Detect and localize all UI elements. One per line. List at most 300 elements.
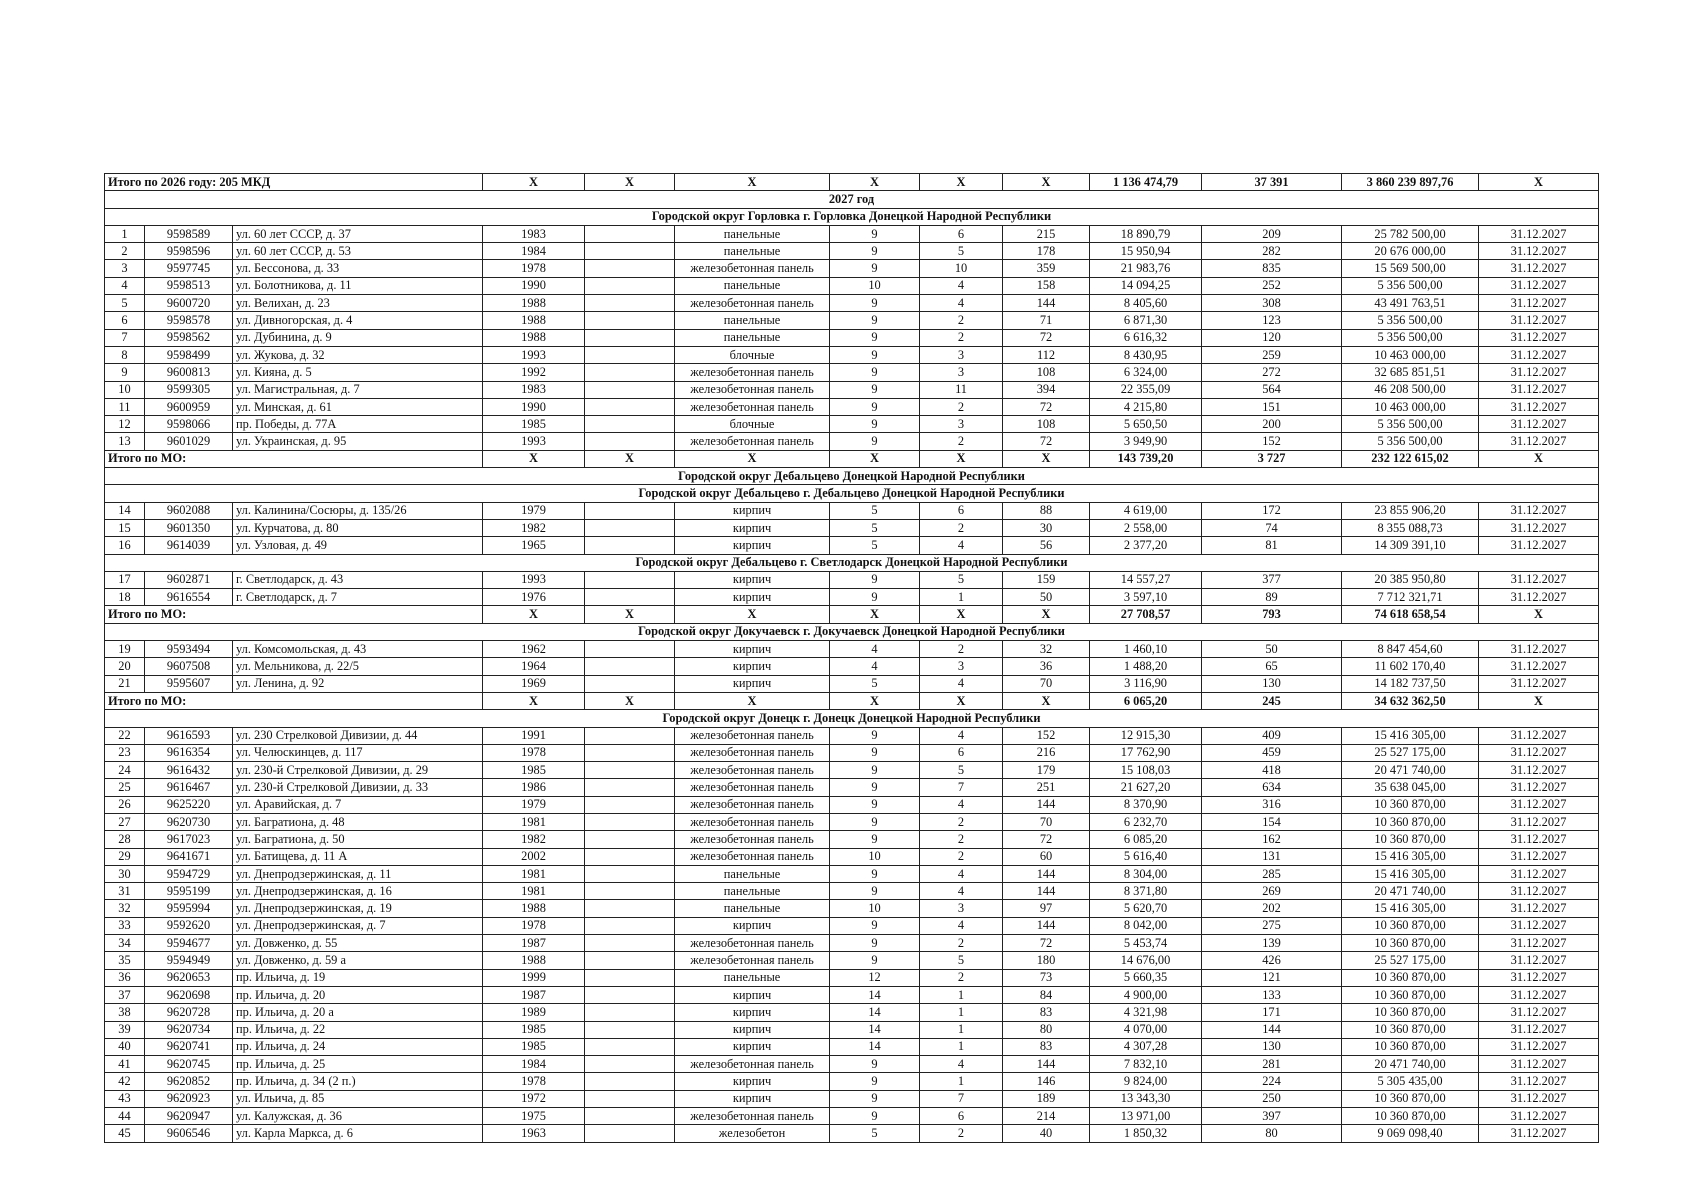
repair-cost-cell: 10 360 870,00 (1342, 935, 1479, 952)
apartments-cell: 56 (1003, 537, 1090, 554)
residents-cell: 81 (1202, 537, 1342, 554)
entrances-cell: 1 (920, 1004, 1003, 1021)
commission-year-cell (585, 744, 675, 761)
building-id-cell: 9594729 (145, 865, 233, 882)
address-cell: ул. Днепродзержинская, д. 16 (233, 883, 483, 900)
area-cell: 13 343,30 (1090, 1090, 1202, 1107)
build-year-cell: 1993 (483, 433, 585, 450)
total-cell: 74 618 658,54 (1342, 606, 1479, 623)
deadline-cell: 31.12.2027 (1479, 364, 1599, 381)
wall-material-cell: кирпич (675, 675, 830, 692)
residents-cell: 426 (1202, 952, 1342, 969)
area-cell: 8 370,90 (1090, 796, 1202, 813)
commission-year-cell (585, 986, 675, 1003)
table-row (105, 641, 1599, 658)
building-id-cell: 9594949 (145, 952, 233, 969)
building-id-cell: 9598499 (145, 346, 233, 363)
building-id-cell: 9641671 (145, 848, 233, 865)
address-cell: ул. Ильича, д. 85 (233, 1090, 483, 1107)
table-row (105, 1125, 1599, 1142)
table-row (105, 312, 1599, 329)
apartments-cell: 216 (1003, 744, 1090, 761)
floors-cell: 9 (830, 416, 920, 433)
deadline-cell: 31.12.2027 (1479, 883, 1599, 900)
building-id-cell: 9600720 (145, 295, 233, 312)
repair-cost-cell: 25 782 500,00 (1342, 225, 1479, 242)
area-cell: 1 850,32 (1090, 1125, 1202, 1142)
floors-cell: 14 (830, 986, 920, 1003)
address-cell: ул. Днепродзержинская, д. 11 (233, 865, 483, 882)
deadline-cell: 31.12.2027 (1479, 571, 1599, 588)
floors-cell: 4 (830, 658, 920, 675)
residents-cell: 65 (1202, 658, 1342, 675)
area-cell: 18 890,79 (1090, 225, 1202, 242)
table-row (105, 796, 1599, 813)
row-number-cell: 25 (105, 779, 145, 796)
apartments-cell: 144 (1003, 796, 1090, 813)
floors-cell: 5 (830, 502, 920, 519)
commission-year-cell (585, 260, 675, 277)
entrances-cell: 2 (920, 519, 1003, 536)
floors-cell: 9 (830, 883, 920, 900)
address-cell: ул. Калужская, д. 36 (233, 1108, 483, 1125)
row-number-cell: 33 (105, 917, 145, 934)
build-year-cell: 1988 (483, 295, 585, 312)
municipality-title: Городской округ Докучаевск г. Докучаевск Донецкой Народной Республики (105, 623, 1599, 640)
address-cell: ул. Батищева, д. 11 А (233, 848, 483, 865)
building-id-cell: 9616354 (145, 744, 233, 761)
table-row (105, 398, 1599, 415)
address-cell: пр. Ильича, д. 25 (233, 1056, 483, 1073)
repair-cost-cell: 14 182 737,50 (1342, 675, 1479, 692)
building-id-cell: 9598578 (145, 312, 233, 329)
row-number-cell: 21 (105, 675, 145, 692)
build-year-cell: 1993 (483, 571, 585, 588)
residents-cell: 224 (1202, 1073, 1342, 1090)
commission-year-cell (585, 1108, 675, 1125)
residents-cell: 171 (1202, 1004, 1342, 1021)
commission-year-cell (585, 589, 675, 606)
address-cell: ул. 60 лет СССР, д. 53 (233, 243, 483, 260)
build-year-cell: 1962 (483, 641, 585, 658)
build-year-cell: 1981 (483, 865, 585, 882)
row-number-cell: 2 (105, 243, 145, 260)
building-id-cell: 9597745 (145, 260, 233, 277)
repair-cost-cell: 10 360 870,00 (1342, 796, 1479, 813)
area-cell: 8 405,60 (1090, 295, 1202, 312)
building-id-cell: 9595607 (145, 675, 233, 692)
floors-cell: 9 (830, 398, 920, 415)
commission-year-cell (585, 1125, 675, 1142)
total-label: Итого по МО: (105, 450, 483, 467)
residents-cell: 50 (1202, 641, 1342, 658)
wall-material-cell: железобетонная панель (675, 433, 830, 450)
commission-year-cell (585, 243, 675, 260)
build-year-cell: 1975 (483, 1108, 585, 1125)
total-cell: 232 122 615,02 (1342, 450, 1479, 467)
building-id-cell: 9595199 (145, 883, 233, 900)
apartments-cell: 144 (1003, 295, 1090, 312)
entrances-cell: 5 (920, 952, 1003, 969)
residents-cell: 80 (1202, 1125, 1342, 1142)
commission-year-cell (585, 1038, 675, 1055)
floors-cell: 9 (830, 1073, 920, 1090)
floors-cell: 9 (830, 295, 920, 312)
commission-year-cell (585, 1004, 675, 1021)
commission-year-cell (585, 502, 675, 519)
build-year-cell: 1990 (483, 398, 585, 415)
entrances-cell: 1 (920, 986, 1003, 1003)
floors-cell: 9 (830, 762, 920, 779)
wall-material-cell: кирпич (675, 571, 830, 588)
residents-cell: 131 (1202, 848, 1342, 865)
address-cell: пр. Ильича, д. 22 (233, 1021, 483, 1038)
deadline-cell: 31.12.2027 (1479, 260, 1599, 277)
build-year-cell: 1978 (483, 917, 585, 934)
floors-cell: 9 (830, 329, 920, 346)
total-cell: X (675, 606, 830, 623)
repair-cost-cell: 5 356 500,00 (1342, 433, 1479, 450)
repair-cost-cell: 15 416 305,00 (1342, 865, 1479, 882)
entrances-cell: 2 (920, 398, 1003, 415)
repair-cost-cell: 5 356 500,00 (1342, 329, 1479, 346)
residents-cell: 139 (1202, 935, 1342, 952)
repair-cost-cell: 20 471 740,00 (1342, 883, 1479, 900)
repair-cost-cell: 15 416 305,00 (1342, 727, 1479, 744)
floors-cell: 9 (830, 796, 920, 813)
apartments-cell: 72 (1003, 935, 1090, 952)
commission-year-cell (585, 519, 675, 536)
repair-cost-cell: 10 360 870,00 (1342, 1090, 1479, 1107)
row-number-cell: 8 (105, 346, 145, 363)
residents-cell: 259 (1202, 346, 1342, 363)
wall-material-cell: кирпич (675, 519, 830, 536)
commission-year-cell (585, 727, 675, 744)
entrances-cell: 1 (920, 589, 1003, 606)
deadline-cell: 31.12.2027 (1479, 398, 1599, 415)
apartments-cell: 215 (1003, 225, 1090, 242)
build-year-cell: 1985 (483, 1038, 585, 1055)
entrances-cell: 6 (920, 1108, 1003, 1125)
commission-year-cell (585, 848, 675, 865)
commission-year-cell (585, 813, 675, 830)
row-number-cell: 20 (105, 658, 145, 675)
wall-material-cell: панельные (675, 969, 830, 986)
deadline-cell: 31.12.2027 (1479, 658, 1599, 675)
floors-cell: 5 (830, 537, 920, 554)
table-row (105, 762, 1599, 779)
area-cell: 4 307,28 (1090, 1038, 1202, 1055)
apartments-cell: 71 (1003, 312, 1090, 329)
apartments-cell: 144 (1003, 865, 1090, 882)
wall-material-cell: кирпич (675, 1038, 830, 1055)
wall-material-cell: кирпич (675, 1073, 830, 1090)
build-year-cell: 1986 (483, 779, 585, 796)
area-cell: 14 557,27 (1090, 571, 1202, 588)
repair-cost-cell: 10 360 870,00 (1342, 831, 1479, 848)
building-id-cell: 9617023 (145, 831, 233, 848)
building-id-cell: 9606546 (145, 1125, 233, 1142)
row-number-cell: 16 (105, 537, 145, 554)
total-cell: X (1003, 692, 1090, 709)
entrances-cell: 4 (920, 727, 1003, 744)
total-cell: X (1003, 174, 1090, 191)
apartments-cell: 70 (1003, 813, 1090, 830)
deadline-cell: 31.12.2027 (1479, 346, 1599, 363)
build-year-cell: 1969 (483, 675, 585, 692)
area-cell: 13 971,00 (1090, 1108, 1202, 1125)
apartments-cell: 72 (1003, 398, 1090, 415)
table-row (105, 519, 1599, 536)
total-cell: X (675, 692, 830, 709)
address-cell: пр. Ильича, д. 20 а (233, 1004, 483, 1021)
deadline-cell: 31.12.2027 (1479, 744, 1599, 761)
total-cell: X (483, 174, 585, 191)
row-number-cell: 45 (105, 1125, 145, 1142)
row-number-cell: 9 (105, 364, 145, 381)
apartments-cell: 72 (1003, 329, 1090, 346)
row-number-cell: 37 (105, 986, 145, 1003)
area-cell: 8 304,00 (1090, 865, 1202, 882)
total-cell: X (920, 692, 1003, 709)
area-cell: 12 915,30 (1090, 727, 1202, 744)
row-number-cell: 23 (105, 744, 145, 761)
area-cell: 21 627,20 (1090, 779, 1202, 796)
floors-cell: 9 (830, 917, 920, 934)
year-2026-total-row (105, 174, 1599, 191)
total-date: X (1479, 174, 1599, 191)
address-cell: ул. Челюскинцев, д. 117 (233, 744, 483, 761)
repair-cost-cell: 25 527 175,00 (1342, 952, 1479, 969)
wall-material-cell: железобетонная панель (675, 952, 830, 969)
floors-cell: 5 (830, 519, 920, 536)
total-cell: X (830, 606, 920, 623)
table-row (105, 537, 1599, 554)
total-cell: X (483, 606, 585, 623)
entrances-cell: 3 (920, 658, 1003, 675)
wall-material-cell: железобетонная панель (675, 744, 830, 761)
commission-year-cell (585, 883, 675, 900)
commission-year-cell (585, 295, 675, 312)
repair-cost-cell: 20 471 740,00 (1342, 762, 1479, 779)
building-id-cell: 9620745 (145, 1056, 233, 1073)
total-cell: X (830, 450, 920, 467)
commission-year-cell (585, 917, 675, 934)
deadline-cell: 31.12.2027 (1479, 917, 1599, 934)
building-id-cell: 9607508 (145, 658, 233, 675)
build-year-cell: 1976 (483, 589, 585, 606)
wall-material-cell: железобетонная панель (675, 779, 830, 796)
deadline-cell: 31.12.2027 (1479, 416, 1599, 433)
row-number-cell: 39 (105, 1021, 145, 1038)
area-cell: 8 042,00 (1090, 917, 1202, 934)
build-year-cell: 1982 (483, 831, 585, 848)
total-cell: X (920, 606, 1003, 623)
table-row (105, 658, 1599, 675)
repair-cost-cell: 10 360 870,00 (1342, 917, 1479, 934)
deadline-cell: 31.12.2027 (1479, 935, 1599, 952)
address-cell: ул. 230-й Стрелковой Дивизии, д. 33 (233, 779, 483, 796)
residents-cell: 269 (1202, 883, 1342, 900)
repair-cost-cell: 10 360 870,00 (1342, 813, 1479, 830)
entrances-cell: 1 (920, 1038, 1003, 1055)
building-id-cell: 9592620 (145, 917, 233, 934)
build-year-cell: 1984 (483, 243, 585, 260)
address-cell: ул. 60 лет СССР, д. 37 (233, 225, 483, 242)
repair-cost-cell: 5 305 435,00 (1342, 1073, 1479, 1090)
floors-cell: 9 (830, 952, 920, 969)
entrances-cell: 4 (920, 917, 1003, 934)
row-number-cell: 44 (105, 1108, 145, 1125)
wall-material-cell: панельные (675, 312, 830, 329)
entrances-cell: 2 (920, 641, 1003, 658)
table-row (105, 277, 1599, 294)
total-cell: 143 739,20 (1090, 450, 1202, 467)
address-cell: ул. Дивногорская, д. 4 (233, 312, 483, 329)
address-cell: ул. 230 Стрелковой Дивизии, д. 44 (233, 727, 483, 744)
total-cell: X (920, 174, 1003, 191)
floors-cell: 12 (830, 969, 920, 986)
apartments-cell: 80 (1003, 1021, 1090, 1038)
table-row (105, 969, 1599, 986)
entrances-cell: 4 (920, 675, 1003, 692)
repair-cost-cell: 20 676 000,00 (1342, 243, 1479, 260)
area-cell: 14 094,25 (1090, 277, 1202, 294)
row-number-cell: 17 (105, 571, 145, 588)
municipality-title: Городской округ Дебальцево Донецкой Народной Республики (105, 468, 1599, 485)
build-year-cell: 1990 (483, 277, 585, 294)
floors-cell: 10 (830, 277, 920, 294)
apartments-cell: 40 (1003, 1125, 1090, 1142)
building-id-cell: 9620923 (145, 1090, 233, 1107)
row-number-cell: 35 (105, 952, 145, 969)
floors-cell: 9 (830, 243, 920, 260)
row-number-cell: 12 (105, 416, 145, 433)
table-row (105, 1056, 1599, 1073)
commission-year-cell (585, 364, 675, 381)
deadline-cell: 31.12.2027 (1479, 986, 1599, 1003)
commission-year-cell (585, 641, 675, 658)
entrances-cell: 10 (920, 260, 1003, 277)
address-cell: пр. Ильича, д. 34 (2 п.) (233, 1073, 483, 1090)
deadline-cell: 31.12.2027 (1479, 1021, 1599, 1038)
building-id-cell: 9620698 (145, 986, 233, 1003)
municipality-header-row (105, 468, 1599, 485)
wall-material-cell: железобетонная панель (675, 796, 830, 813)
total-residents: 37 391 (1202, 174, 1342, 191)
area-cell: 6 085,20 (1090, 831, 1202, 848)
build-year-cell: 1981 (483, 883, 585, 900)
entrances-cell: 3 (920, 416, 1003, 433)
deadline-cell: 31.12.2027 (1479, 641, 1599, 658)
residents-cell: 133 (1202, 986, 1342, 1003)
total-cell: X (585, 450, 675, 467)
entrances-cell: 4 (920, 537, 1003, 554)
table-row (105, 1108, 1599, 1125)
row-number-cell: 19 (105, 641, 145, 658)
building-id-cell: 9625220 (145, 796, 233, 813)
floors-cell: 9 (830, 571, 920, 588)
table-row (105, 831, 1599, 848)
residents-cell: 154 (1202, 813, 1342, 830)
entrances-cell: 2 (920, 969, 1003, 986)
wall-material-cell: железобетонная панель (675, 398, 830, 415)
table-row (105, 416, 1599, 433)
total-cell: X (675, 174, 830, 191)
deadline-cell: 31.12.2027 (1479, 865, 1599, 882)
commission-year-cell (585, 312, 675, 329)
entrances-cell: 6 (920, 225, 1003, 242)
commission-year-cell (585, 277, 675, 294)
municipality-title: Городской округ Дебальцево г. Дебальцево Донецкой Народной Республики (105, 485, 1599, 502)
address-cell: ул. Багратиона, д. 50 (233, 831, 483, 848)
row-number-cell: 5 (105, 295, 145, 312)
row-number-cell: 4 (105, 277, 145, 294)
area-cell: 5 620,70 (1090, 900, 1202, 917)
deadline-cell: 31.12.2027 (1479, 381, 1599, 398)
commission-year-cell (585, 900, 675, 917)
commission-year-cell (585, 675, 675, 692)
floors-cell: 4 (830, 641, 920, 658)
row-number-cell: 24 (105, 762, 145, 779)
wall-material-cell: панельные (675, 243, 830, 260)
area-cell: 2 558,00 (1090, 519, 1202, 536)
area-cell: 4 215,80 (1090, 398, 1202, 415)
area-cell: 1 488,20 (1090, 658, 1202, 675)
area-cell: 5 650,50 (1090, 416, 1202, 433)
residents-cell: 281 (1202, 1056, 1342, 1073)
building-id-cell: 9598066 (145, 416, 233, 433)
table-row (105, 917, 1599, 934)
apartments-cell: 179 (1003, 762, 1090, 779)
area-cell: 3 597,10 (1090, 589, 1202, 606)
wall-material-cell: железобетонная панель (675, 1056, 830, 1073)
table-row (105, 225, 1599, 242)
deadline-cell: 31.12.2027 (1479, 848, 1599, 865)
residents-cell: 459 (1202, 744, 1342, 761)
residents-cell: 634 (1202, 779, 1342, 796)
building-id-cell: 9620728 (145, 1004, 233, 1021)
address-cell: ул. Ленина, д. 92 (233, 675, 483, 692)
repair-cost-cell: 10 360 870,00 (1342, 1004, 1479, 1021)
address-cell: ул. Комсомольская, д. 43 (233, 641, 483, 658)
build-year-cell: 1963 (483, 1125, 585, 1142)
apartments-cell: 97 (1003, 900, 1090, 917)
row-number-cell: 42 (105, 1073, 145, 1090)
total-cell: X (585, 174, 675, 191)
build-year-cell: 2002 (483, 848, 585, 865)
build-year-cell: 1983 (483, 225, 585, 242)
area-cell: 4 900,00 (1090, 986, 1202, 1003)
apartments-cell: 144 (1003, 1056, 1090, 1073)
building-id-cell: 9614039 (145, 537, 233, 554)
apartments-cell: 144 (1003, 883, 1090, 900)
wall-material-cell: железобетонная панель (675, 813, 830, 830)
wall-material-cell: кирпич (675, 1021, 830, 1038)
total-cell: X (1479, 606, 1599, 623)
table-row (105, 1038, 1599, 1055)
area-cell: 6 232,70 (1090, 813, 1202, 830)
repair-cost-cell: 10 360 870,00 (1342, 1038, 1479, 1055)
area-cell: 14 676,00 (1090, 952, 1202, 969)
wall-material-cell: железобетонная панель (675, 848, 830, 865)
build-year-cell: 1988 (483, 312, 585, 329)
build-year-cell: 1984 (483, 1056, 585, 1073)
total-cell: 3 727 (1202, 450, 1342, 467)
apartments-cell: 214 (1003, 1108, 1090, 1125)
commission-year-cell (585, 398, 675, 415)
apartments-cell: 180 (1003, 952, 1090, 969)
